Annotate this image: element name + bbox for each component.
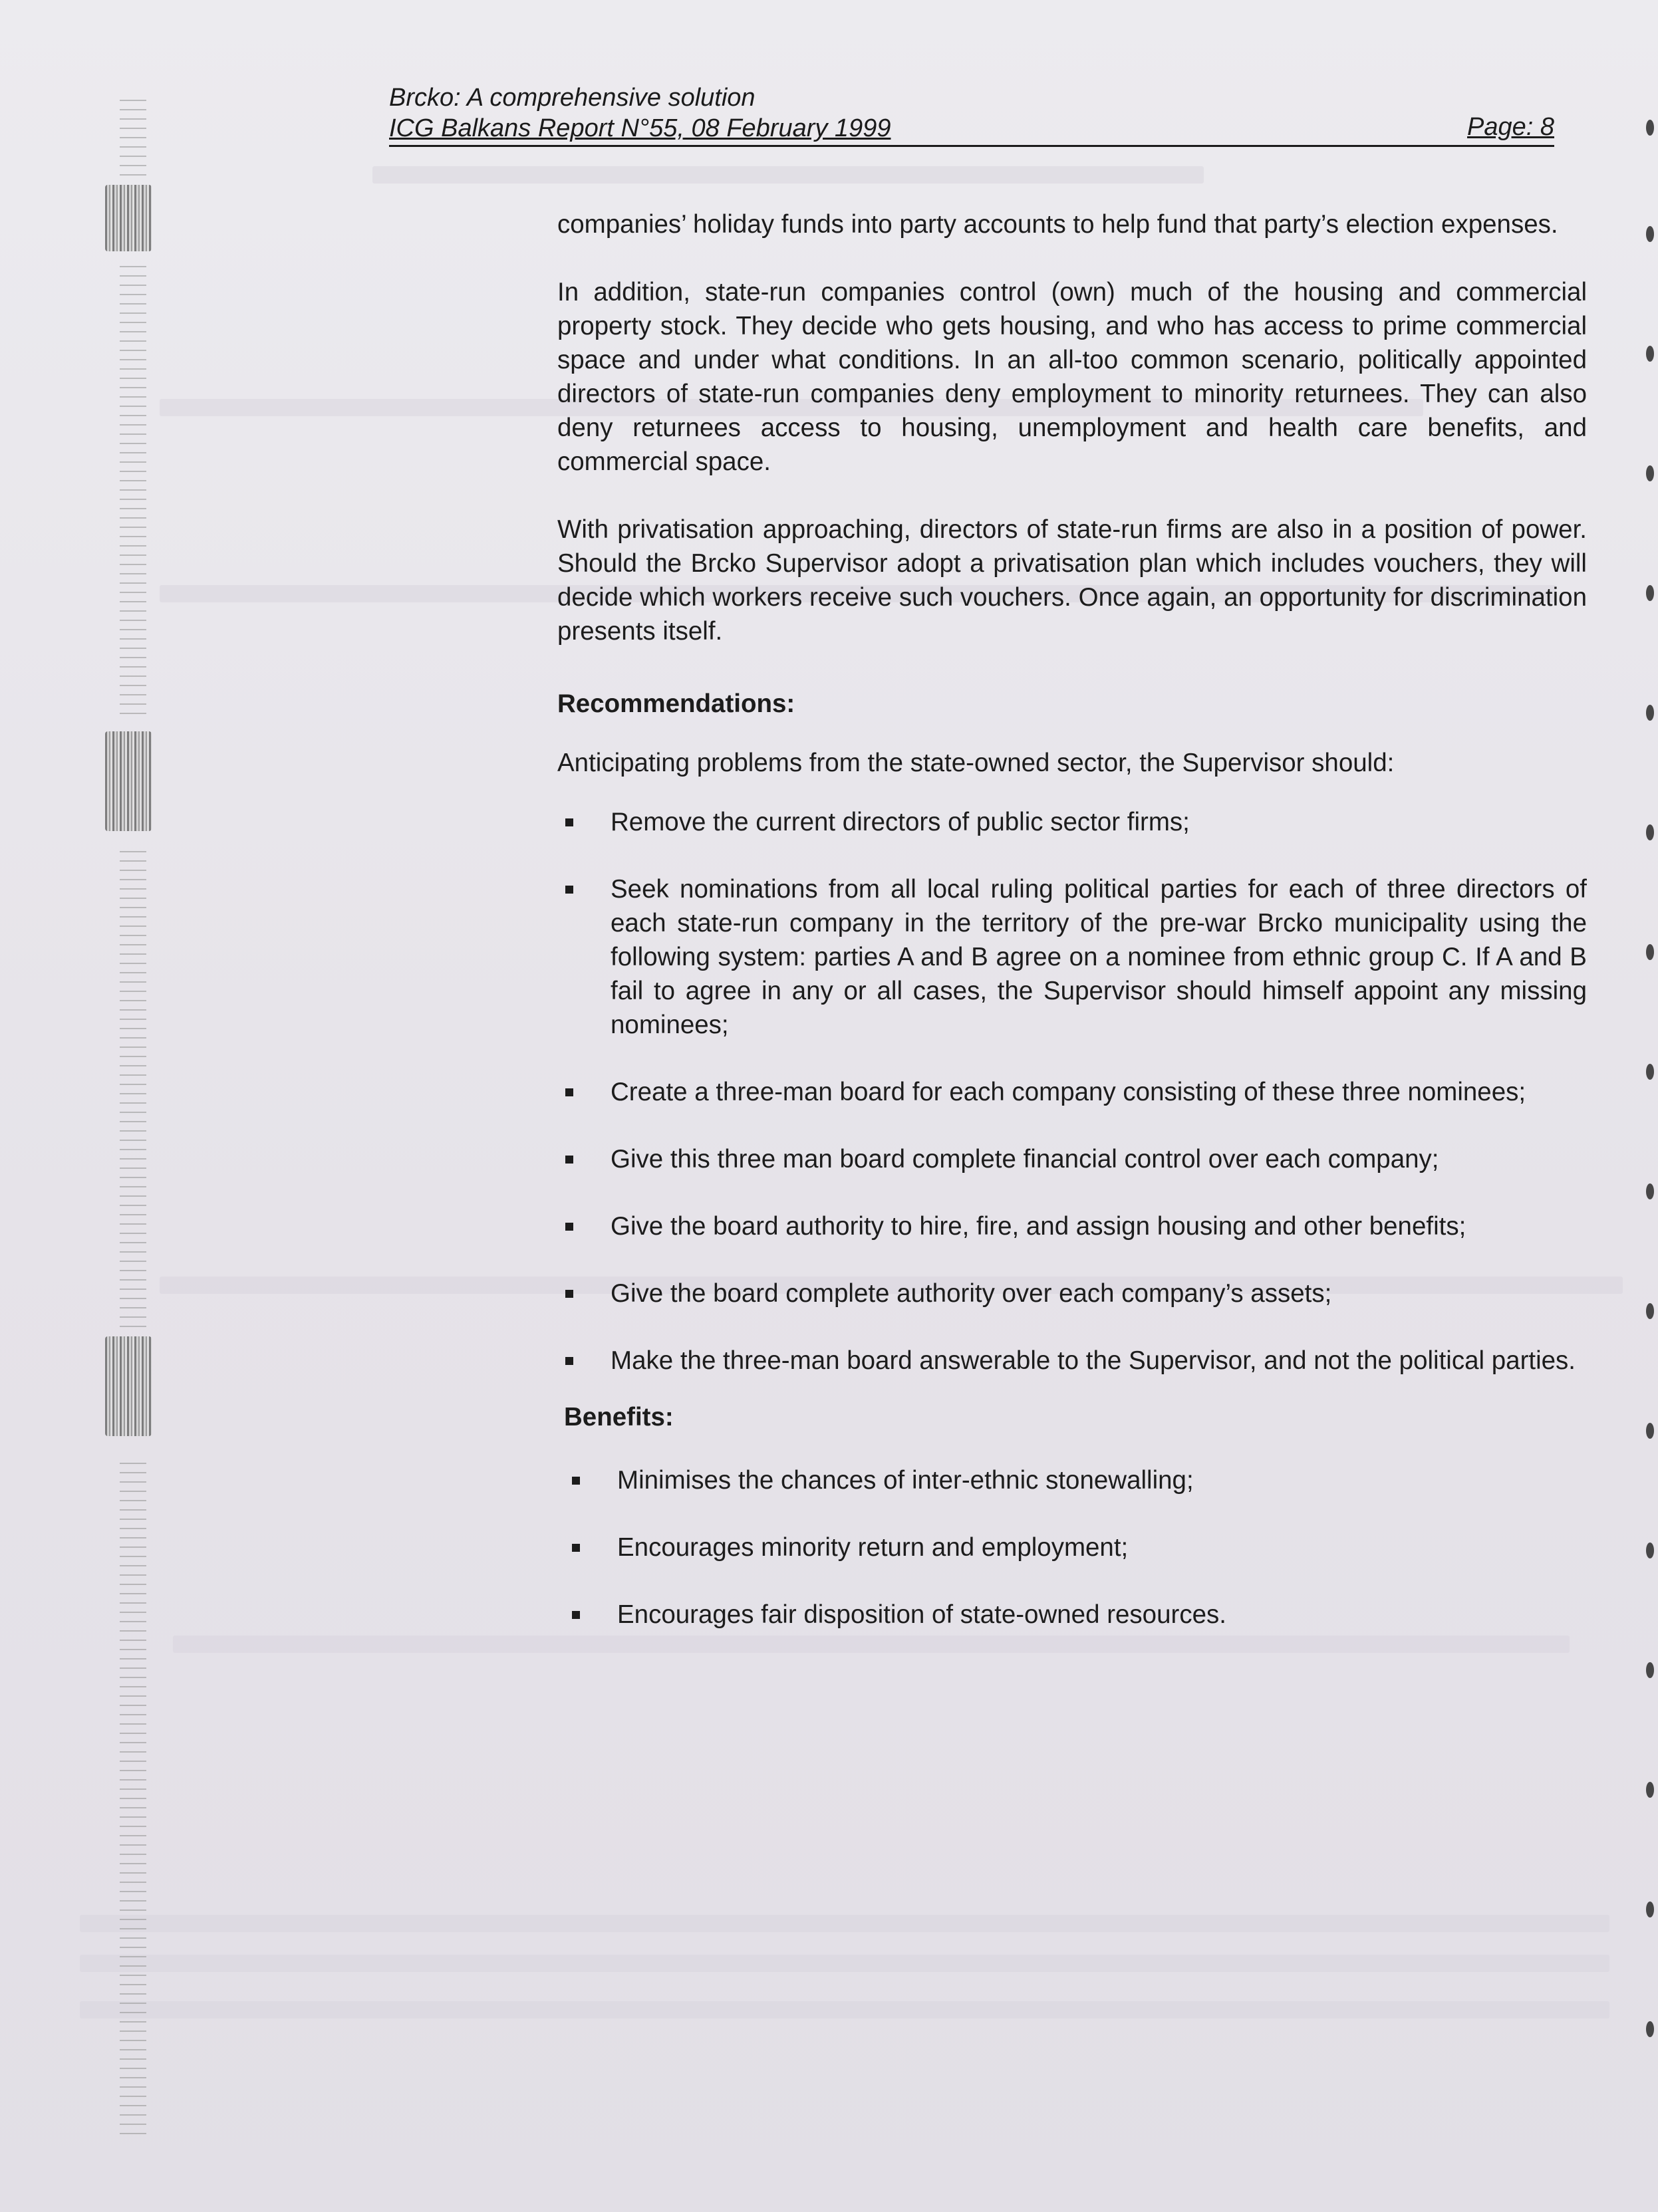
ring-mark	[1646, 1902, 1654, 1917]
list-item	[557, 1142, 1587, 1176]
binding-mark	[105, 1336, 152, 1436]
ring-mark	[1646, 2021, 1654, 2037]
margin-dots	[120, 266, 146, 718]
page-number: Page: 8	[1467, 113, 1554, 141]
ring-mark	[1646, 705, 1654, 721]
margin-dots	[120, 100, 146, 180]
list-item-text: Encourages minority return and employment;	[617, 1533, 1129, 1562]
paragraph: In addition, state-run companies control (own) much of the housing and commercial property stock. They decide who gets housing, and who has access to prime commercial space and under what conditions. In an all-too common scenario, politically appointed directors of state-run companies deny employment to minority returnees. They can also deny returnees access to housing, unemployment and health care benefits, and commercial space.	[557, 278, 1587, 476]
page-header	[389, 82, 1554, 144]
list-item-text: Remove the current directors of public sector firms;	[611, 808, 1190, 836]
bleed-through-line	[173, 1636, 1570, 1653]
list-item	[557, 805, 1587, 839]
bullet-icon	[572, 1611, 580, 1619]
ring-mark	[1646, 944, 1654, 960]
list-item	[557, 1344, 1587, 1378]
list-item-text: Create a three-man board for each company consisting of these three nominees;	[611, 1078, 1526, 1106]
list-item	[564, 1531, 1587, 1564]
ring-mark	[1646, 120, 1654, 136]
ring-mark	[1646, 1782, 1654, 1798]
main-content	[557, 207, 1587, 1632]
ring-mark	[1646, 226, 1654, 242]
bullet-icon	[565, 1088, 573, 1096]
ring-mark	[1646, 1183, 1654, 1199]
report-reference: ICG Balkans Report N°55, 08 February 1999	[389, 114, 891, 142]
binding-mark	[105, 731, 152, 831]
list-item-text: Give the board authority to hire, fire, and assign housing and other benefits;	[611, 1212, 1466, 1241]
bullet-icon	[565, 886, 573, 894]
ring-mark	[1646, 824, 1654, 840]
list-item-text: Minimises the chances of inter-ethnic stonewalling;	[617, 1466, 1194, 1495]
paragraph: With privatisation approaching, directors of state-run firms are also in a position of power. Should the Brcko Supervisor adopt a privatisation plan which includes vouchers, they will decide which workers receive such vouchers. Once again, an opportunity for discrimination presents itself.	[557, 515, 1587, 646]
bullet-icon	[572, 1477, 580, 1485]
list-item	[557, 1277, 1587, 1310]
list-item	[557, 1075, 1587, 1109]
list-item-text: Encourages fair disposition of state-owned resources.	[617, 1600, 1226, 1629]
bullet-icon	[565, 1223, 573, 1231]
ring-mark	[1646, 1423, 1654, 1439]
recommendations-intro: Anticipating problems from the state-owned sector, the Supervisor should:	[557, 749, 1395, 777]
list-item-text: Give this three man board complete financial control over each company;	[611, 1145, 1439, 1173]
ring-mark	[1646, 1542, 1654, 1558]
bullet-icon	[565, 1357, 573, 1365]
bleed-through-line	[80, 1915, 1609, 1932]
bullet-icon	[565, 818, 573, 826]
ring-mark	[1646, 1064, 1654, 1080]
benefits-list	[557, 1463, 1587, 1632]
bullet-icon	[565, 1156, 573, 1164]
bleed-through-line	[372, 166, 1204, 184]
binding-mark	[105, 185, 152, 251]
ring-mark	[1646, 585, 1654, 601]
ring-mark	[1646, 346, 1654, 362]
benefits-heading: Benefits:	[564, 1403, 674, 1431]
bullet-icon	[572, 1544, 580, 1552]
margin-dots	[120, 851, 146, 1330]
ring-mark	[1646, 465, 1654, 481]
paragraph: companies’ holiday funds into party accounts to help fund that party’s election expenses.	[557, 210, 1558, 239]
recommendations-heading: Recommendations:	[557, 689, 795, 718]
bullet-icon	[565, 1290, 573, 1298]
header-rule	[389, 145, 1554, 147]
bleed-through-line	[80, 2001, 1609, 2019]
bleed-through-line	[80, 1955, 1609, 1972]
list-item	[564, 1463, 1587, 1497]
recommendations-list	[557, 805, 1587, 1378]
list-item-text: Give the board complete authority over each company’s assets;	[611, 1279, 1332, 1308]
margin-dots	[120, 1463, 146, 2141]
list-item-text: Seek nominations from all local ruling political parties for each of three directors of each state-run company in the territory of the pre-war Brcko municipality using the following system: parties A and B agree on a nominee from ethnic group C. If A and B fail to agree in any or all cases, the Supervisor should himself appoint any missing nominees;	[611, 875, 1587, 1039]
list-item	[564, 1598, 1587, 1632]
document-title: Brcko: A comprehensive solution	[389, 84, 756, 112]
list-item-text: Make the three-man board answerable to the Supervisor, and not the political parties.	[611, 1346, 1576, 1375]
list-item	[557, 872, 1587, 1042]
ring-mark	[1646, 1662, 1654, 1678]
ring-mark	[1646, 1303, 1654, 1319]
list-item	[557, 1209, 1587, 1243]
